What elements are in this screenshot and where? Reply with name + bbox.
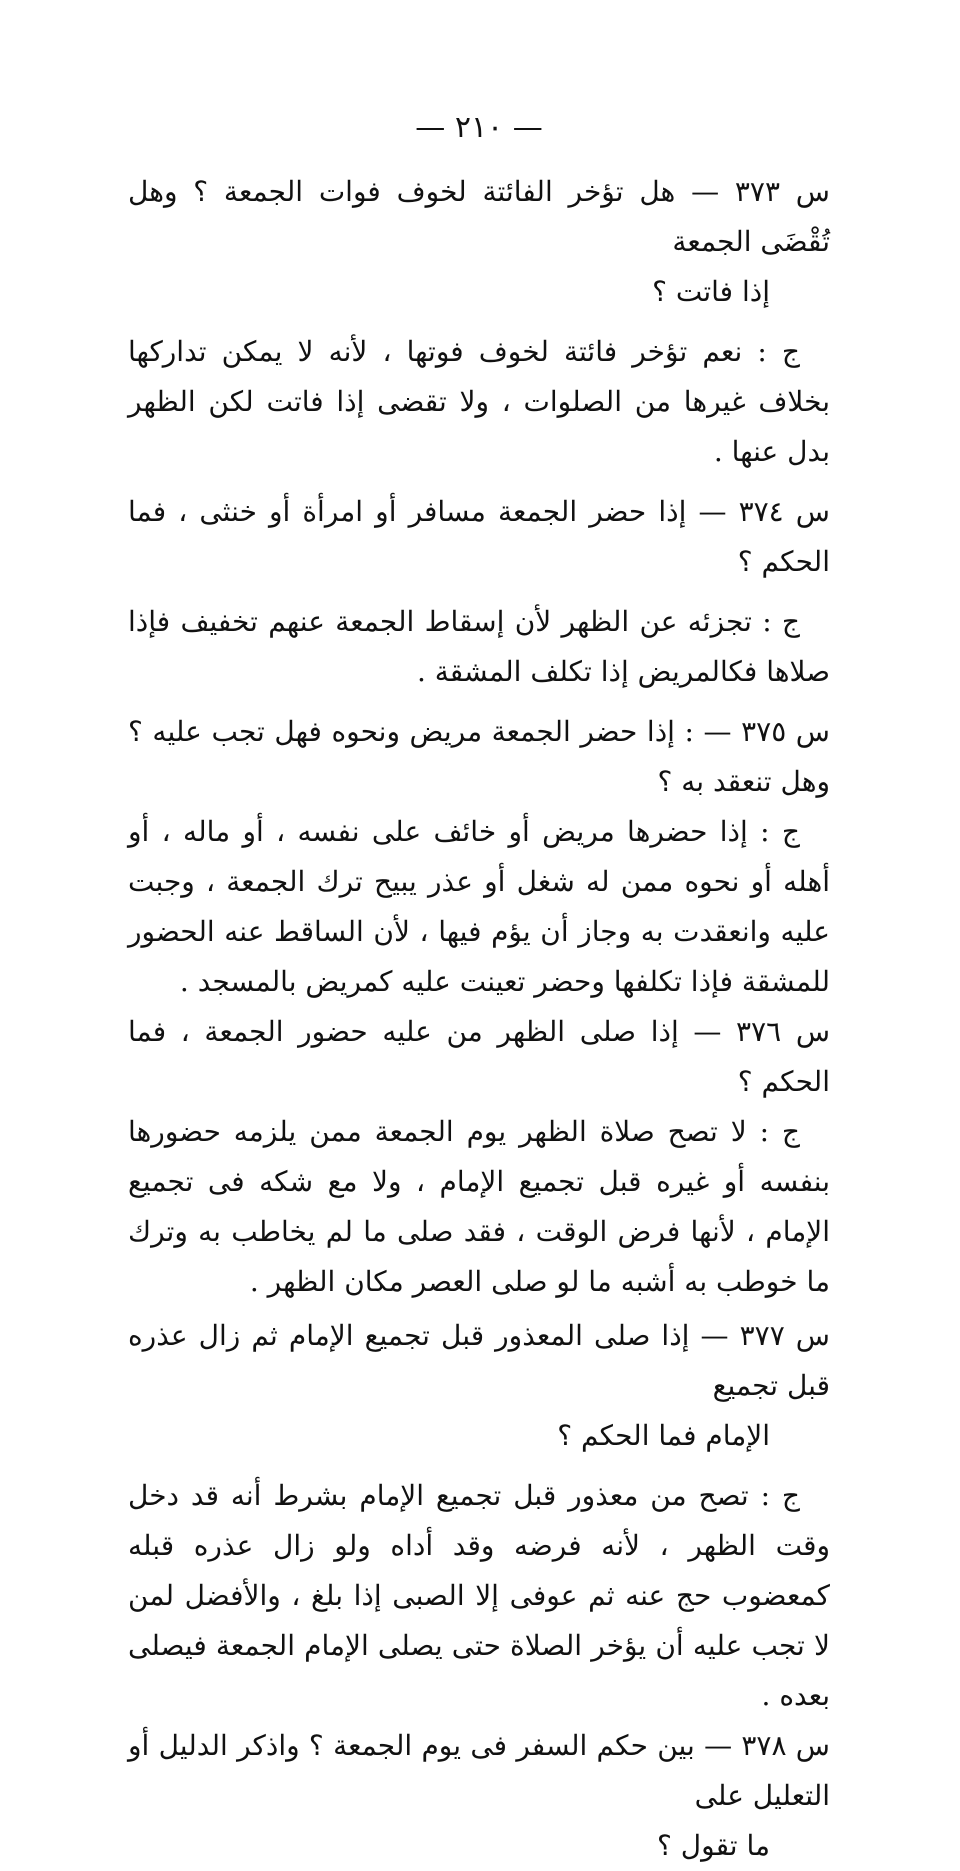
qa-entry-375 [128, 707, 830, 1007]
question [128, 167, 830, 317]
page-number: — ٢١٠ — [415, 110, 543, 145]
question-line: س ٣٧٧ — إذا صلى المعذور قبل تجميع الإمام ثم زال عذره قبل تجميع [128, 1319, 830, 1402]
answer: ج : لا تصح صلاة الظهر يوم الجمعة ممن يلزمه حضورها بنفسه أو غيره قبل تجميع الإمام ، ولا مع شكه فى تجميع الإمام ، لأنها فرض الوقت ، فقد صلى ما لم يخاطب به وترك ما خوطب به أشبه ما لو صلى العصر مكان الظهر . [128, 1115, 830, 1298]
question [128, 1311, 830, 1461]
answer: ج : تجزئه عن الظهر لأن إسقاط الجمعة عنهم تخفيف فإذا صلاها فكالمريض إذا تكلف المشقة . [128, 605, 830, 688]
question-line: س ٣٧٣ — هل تؤخر الفائتة لخوف فوات الجمعة ؟ وهل تُقْضَى الجمعة [128, 175, 830, 258]
question: س ٣٧٤ — إذا حضر الجمعة مسافر أو امرأة أو خنثى ، فما الحكم ؟ [128, 495, 830, 578]
question-continuation: إذا فاتت ؟ [652, 275, 770, 308]
qa-entry-376 [128, 1007, 830, 1307]
question [128, 1721, 830, 1871]
qa-entry-377 [128, 1311, 830, 1721]
qa-entry-374 [128, 487, 830, 697]
answer: ج : إذا حضرها مريض أو خائف على نفسه ، أو ماله ، أو أهله أو نحوه ممن له شغل أو عذر يبيح ترك الجمعة ، وجبت عليه وانعقدت به وجاز أن يؤم فيها ، لأن الساقط عنه الحضور للمشقة فإذا تكلفها وحضر تعينت عليه كمريض بالمسجد . [128, 815, 830, 998]
answer: ج : نعم تؤخر فائتة لخوف فوتها ، لأنه لا يمكن تداركها بخلاف غيرها من الصلوات ، ولا تقضى إذا فاتت لكن الظهر بدل عنها . [128, 335, 830, 468]
question-continuation: ما تقول ؟ [657, 1829, 770, 1862]
qa-entry-378 [128, 1721, 830, 1871]
question: س ٣٧٥ — : إذا حضر الجمعة مريض ونحوه فهل تجب عليه ؟ وهل تنعقد به ؟ [128, 715, 830, 798]
question-line: س ٣٧٨ — بين حكم السفر فى يوم الجمعة ؟ واذكر الدليل أو التعليل على [128, 1729, 830, 1812]
question: س ٣٧٦ — إذا صلى الظهر من عليه حضور الجمعة ، فما الحكم ؟ [128, 1015, 830, 1098]
question-continuation: الإمام فما الحكم ؟ [557, 1419, 770, 1452]
qa-entry-373 [128, 167, 830, 477]
answer: ج : تصح من معذور قبل تجميع الإمام بشرط أنه قد دخل وقت الظهر ، لأنه فرضه وقد أداه ولو زال عذره قبله كمعضوب حج عنه ثم عوفى إلا الصبى إذا بلغ ، والأفضل لمن لا تجب عليه أن يؤخر الصلاة حتى يصلى الإمام الجمعة فيصلى بعده . [128, 1479, 830, 1712]
